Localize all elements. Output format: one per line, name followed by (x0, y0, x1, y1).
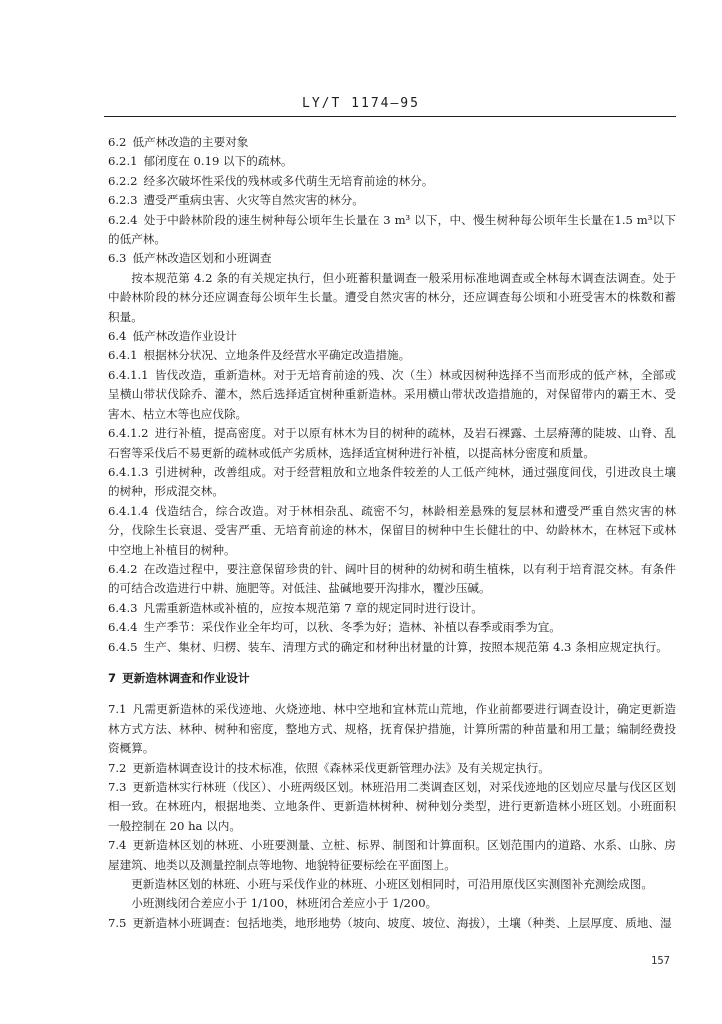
clause-number: 6.4.5 (108, 639, 138, 654)
clause-number: 7.1 (108, 702, 127, 717)
clause-text: 更新造林调查和作业设计 (122, 670, 250, 685)
paragraph (108, 346, 676, 365)
clause-text: 引进树种，改善组成。对于经营粗放和立地条件较差的人工低产纯林，通过强度间伐，引进改良土壤的树种，形成混交林。 (108, 464, 676, 499)
clause-text: 皆伐改造，重新造林。对于无培育前途的残、次（生）林或因树种选择不当而形成的低产林，全部或呈横山带状伐除乔、灌木，然后选择适宜树种重新造林。采用横山带状改造措施的，对保留带内的霸王木、受害木、枯立木等也应伐除。 (108, 367, 676, 421)
paragraph (108, 327, 676, 346)
paragraph (108, 599, 676, 618)
clause-text: 更新造林实行林班（伐区）、小班两级区划。林班沿用二类调查区划，对采伐迹地的区划应尽量与伐区区划相一致。在林班内，根据地类、立地条件、更新造林树种、树种划分类型，进行更新造林小班区划。小班面积一般控制在 20 ha 以内。 (108, 780, 676, 833)
clause-number: 6.4.1.1 (108, 367, 149, 382)
paragraph (108, 875, 676, 894)
clause-text: 根据林分状况、立地条件及经营水平确定改造措施。 (143, 348, 411, 363)
paragraph (108, 759, 676, 778)
paragraph (108, 424, 676, 463)
clause-number: 6.4.1 (108, 348, 138, 363)
clause-text: 按本规范第 4.2 条的有关规定执行，但小班蓄积量调查一般采用标准地调查或全林每木调查法调查。处于中龄林阶段的林分还应调查每公顷年生长量。遭受自然灾害的林分，还应调查每公顷和小班受害木的株数和蓄积量。 (108, 270, 676, 324)
clause-number: 7 (108, 670, 117, 685)
paragraph (108, 269, 676, 327)
clause-text: 生产、集材、归楞、装车、清理方式的确定和材种出材量的计算，按照本规范第 4.3 条相应规定执行。 (143, 639, 668, 654)
clause-number: 6.2 (108, 135, 127, 149)
clause-number: 6.4.4 (108, 620, 138, 635)
clause-number: 6.4.1.4 (108, 503, 149, 518)
clause-text: 进行补植，提高密度。对于以原有林木为目的树种的疏林，及岩石裸露、土层瘠薄的陡坡、山脊、乱石窖等采伐后不易更新的疏林或低产劣质林，选择适宜树种进行补植，以提高林分密度和质量。 (108, 426, 676, 460)
paragraph (108, 836, 676, 875)
paragraph (108, 914, 676, 933)
document-body (108, 133, 676, 933)
clause-number: 6.3 (108, 251, 127, 266)
clause-number: 6.4.2 (108, 561, 138, 576)
paragraph (108, 638, 676, 657)
clause-number: 7.5 (108, 915, 127, 930)
paragraph (108, 502, 676, 560)
clause-number: 6.4.1.3 (108, 464, 149, 479)
paragraph (108, 211, 676, 250)
paragraph (108, 618, 676, 637)
header-rule (104, 116, 676, 117)
paragraph (108, 172, 676, 191)
paragraph (108, 366, 676, 424)
clause-number: 6.2.1 (108, 154, 138, 169)
clause-text: 郁闭度在 0.19 以下的疏林。 (143, 154, 293, 169)
clause-text: 处于中龄林阶段的速生树种每公顷年生长量在 3 m³ 以下，中、慢生树种每公顷年生长量在1.5 m³以下的低产林。 (108, 212, 676, 247)
chapter-heading (108, 669, 676, 688)
paragraph (108, 560, 676, 599)
paragraph (108, 700, 676, 758)
paragraph (108, 191, 676, 210)
clause-text: 更新造林调查设计的技术标准，依照《森林采伐更新管理办法》及有关规定执行。 (132, 760, 550, 775)
clause-number: 6.4.1.2 (108, 426, 149, 441)
paragraph (108, 133, 676, 152)
clause-number: 6.4 (108, 329, 127, 344)
clause-text: 低产林改造区划和小班调查 (132, 251, 272, 266)
clause-text: 凡需重新造林或补植的，应按本规范第 7 章的规定同时进行设计。 (143, 600, 483, 615)
page-number: 157 (651, 955, 670, 967)
clause-text: 低产林改造的主要对象 (132, 135, 249, 149)
clause-number: 6.4.3 (108, 600, 138, 615)
clause-number: 7.2 (108, 760, 127, 775)
clause-text: 低产林改造作业设计 (132, 329, 237, 344)
clause-number: 6.2.3 (108, 193, 138, 208)
clause-number: 7.3 (108, 780, 127, 794)
clause-text: 更新造林区划的林班、小班要测量、立桩、标界、制图和计算面积。区划范围内的道路、水系、山脉、房屋建筑、地类以及测量控制点等地物、地貌特征要标绘在平面图上。 (108, 838, 676, 872)
clause-text: 经多次破坏性采伐的残林或多代萌生无培育前途的林分。 (143, 173, 434, 188)
paragraph (108, 778, 676, 836)
clause-text: 小班测线闭合差应小于 1/100，林班闭合差应小于 1/200。 (131, 896, 438, 911)
clause-text: 更新造林小班调查：包括地类，地形地势（坡向、坡度、坡位、海拔），土壤（种类、上层厚度、质地、湿 (132, 915, 672, 930)
paragraph (108, 894, 676, 913)
clause-number: 6.2.2 (108, 173, 138, 188)
clause-text: 更新造林区划的林班、小班与采伐作业的林班、小班区划相同时，可沿用原伐区实测图补充测绘成图。 (131, 877, 653, 892)
standard-code-header: LY/T 1174—95 (302, 96, 420, 111)
paragraph (108, 463, 676, 502)
clause-text: 遭受严重病虫害、火灾等自然灾害的林分。 (143, 193, 364, 208)
clause-text: 在改造过程中，要注意保留珍贵的针、阔叶目的树种的幼树和萌生植株，以有利于培育混交林。有条件的可结合改造进行中耕、施肥等。对低洼、盐碱地要开沟排水，覆沙压碱。 (108, 561, 676, 596)
clause-number: 7.4 (108, 838, 127, 853)
clause-text: 生产季节：采伐作业全年均可，以秋、冬季为好；造林、补植以春季或雨季为宜。 (143, 620, 561, 635)
paragraph (108, 152, 676, 171)
clause-text: 伐造结合，综合改造。对于林相杂乱、疏密不匀，林龄相差悬殊的复层林和遭受严重自然灾害的林分，伐除生长衰退、受害严重、无培育前途的林木，保留目的树种中生长健壮的中、幼龄林木，在林冠下或林中空地上补植目的树种。 (108, 503, 676, 557)
paragraph (108, 249, 676, 268)
clause-text: 凡需更新造林的采伐迹地、火烧迹地、林中空地和宜林荒山荒地，作业前都要进行调查设计，确定更新造林方式方法、林种、树种和密度，整地方式、规格，抚育保护措施，计算所需的种苗量和用工量；编制经费投资概算。 (108, 702, 676, 756)
clause-number: 6.2.4 (108, 212, 138, 227)
